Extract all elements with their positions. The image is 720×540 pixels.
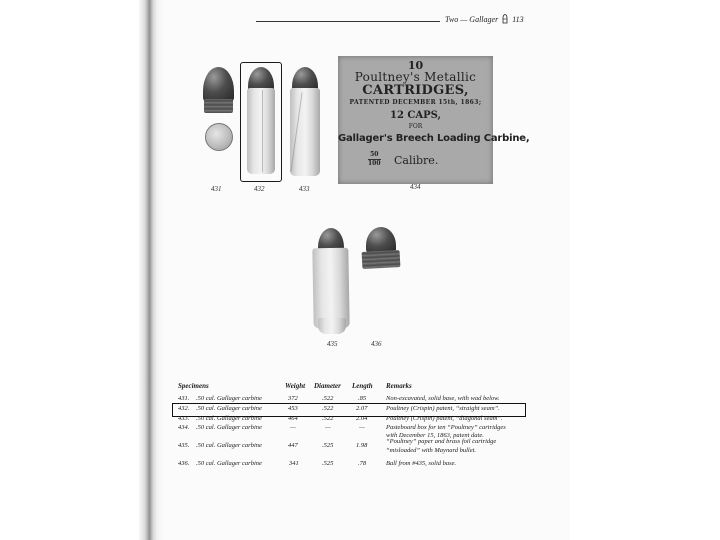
box-label-calibre-numerator: 50 — [370, 151, 379, 158]
header-specimens: Specimens — [178, 382, 209, 390]
running-head — [445, 14, 524, 24]
row-id: 433. — [178, 415, 190, 422]
row-diameter: .522 — [322, 395, 334, 402]
row-weight: 341 — [289, 460, 299, 467]
box-label-for: FOR — [408, 123, 423, 130]
row-desc: .50 cal. Gallager carbine — [196, 415, 262, 422]
row-length: 2.07 — [356, 405, 368, 412]
specimen-431-base-view — [205, 123, 233, 151]
row-weight: 372 — [288, 395, 298, 402]
row-desc: .50 cal. Gallager carbine — [196, 405, 262, 412]
fig-label-435: 435 — [327, 340, 338, 348]
row-diameter: .525 — [322, 460, 334, 467]
row-length: 1.98 — [356, 442, 368, 449]
row-desc: .50 cal. Gallager carbine — [196, 442, 262, 449]
book-spine-shadow — [0, 0, 150, 540]
fig-label-433: 433 — [299, 185, 310, 193]
row-weight: 447 — [288, 442, 298, 449]
row-remarks-line2: “misloaded” with Maynard bullet. — [386, 447, 477, 454]
box-label-patent: PATENTED DECEMBER 15th, 1863; — [349, 99, 482, 106]
header-rule — [256, 21, 440, 22]
row-remarks: Non-excavated, solid base, with wad below. — [386, 395, 500, 402]
row-remarks-line2: with December 15, 1863, patent date. — [386, 432, 484, 439]
row-remarks: Poultney (Crispin) patent, “straight seam”. — [386, 405, 500, 412]
box-label-brand: Poultney's Metallic — [354, 70, 477, 84]
cartridge-icon — [502, 14, 508, 24]
box-label-carbine: Gallager's Breech Loading Carbine, — [338, 133, 530, 144]
header-remarks: Remarks — [386, 382, 412, 390]
row-id: 431. — [178, 395, 190, 402]
fig-label-432: 432 — [254, 185, 265, 193]
row-remarks: Ball from #435, solid base. — [386, 460, 457, 467]
row-length: 2.04 — [356, 415, 368, 422]
row-id: 436. — [178, 460, 190, 467]
row-weight: — — [290, 424, 296, 431]
row-id: 435. — [178, 442, 190, 449]
box-label-calibre-fraction — [368, 152, 381, 167]
header-length: Length — [352, 382, 373, 390]
row-desc: .50 cal. Gallager carbine — [196, 460, 262, 467]
row-diameter: .522 — [322, 415, 334, 422]
row-length: .78 — [358, 460, 367, 467]
box-label-caps: 12 CAPS, — [390, 110, 441, 121]
header-weight: Weight — [285, 382, 306, 390]
running-head-title: Two — Gallager — [445, 15, 499, 24]
row-diameter: .522 — [322, 405, 334, 412]
row-desc: .50 cal. Gallager carbine — [196, 395, 262, 402]
row-weight: 464 — [288, 415, 298, 422]
row-remarks: Pasteboard box for ten “Poultney” cartridges — [386, 424, 506, 431]
fig-label-434: 434 — [410, 183, 421, 191]
fig-label-431: 431 — [211, 185, 222, 193]
box-label-count: 10 — [407, 59, 424, 72]
fig-label-436: 436 — [371, 340, 382, 348]
row-diameter: .525 — [322, 442, 334, 449]
row-id: 434. — [178, 424, 190, 431]
row-length: — — [359, 424, 365, 431]
box-label-calibre: Calibre. — [394, 154, 439, 167]
row-weight: 453 — [288, 405, 298, 412]
row-desc: .50 cal. Gallager carbine — [196, 424, 262, 431]
header-diameter: Diameter — [314, 382, 341, 390]
box-label-calibre-denominator: 100 — [368, 160, 381, 167]
row-diameter: — — [325, 424, 331, 431]
page-number: 113 — [512, 15, 524, 24]
row-id: 432. — [178, 405, 190, 412]
specimen-434-box-label — [338, 56, 530, 184]
row-remarks: Poultney (Crispin) patent, “diagonal seam”. — [386, 415, 503, 422]
row-length: .85 — [358, 395, 367, 402]
box-label-type: CARTRIDGES, — [362, 83, 469, 98]
row-remarks: “Poultney” paper and brass foil cartridge — [386, 438, 497, 445]
